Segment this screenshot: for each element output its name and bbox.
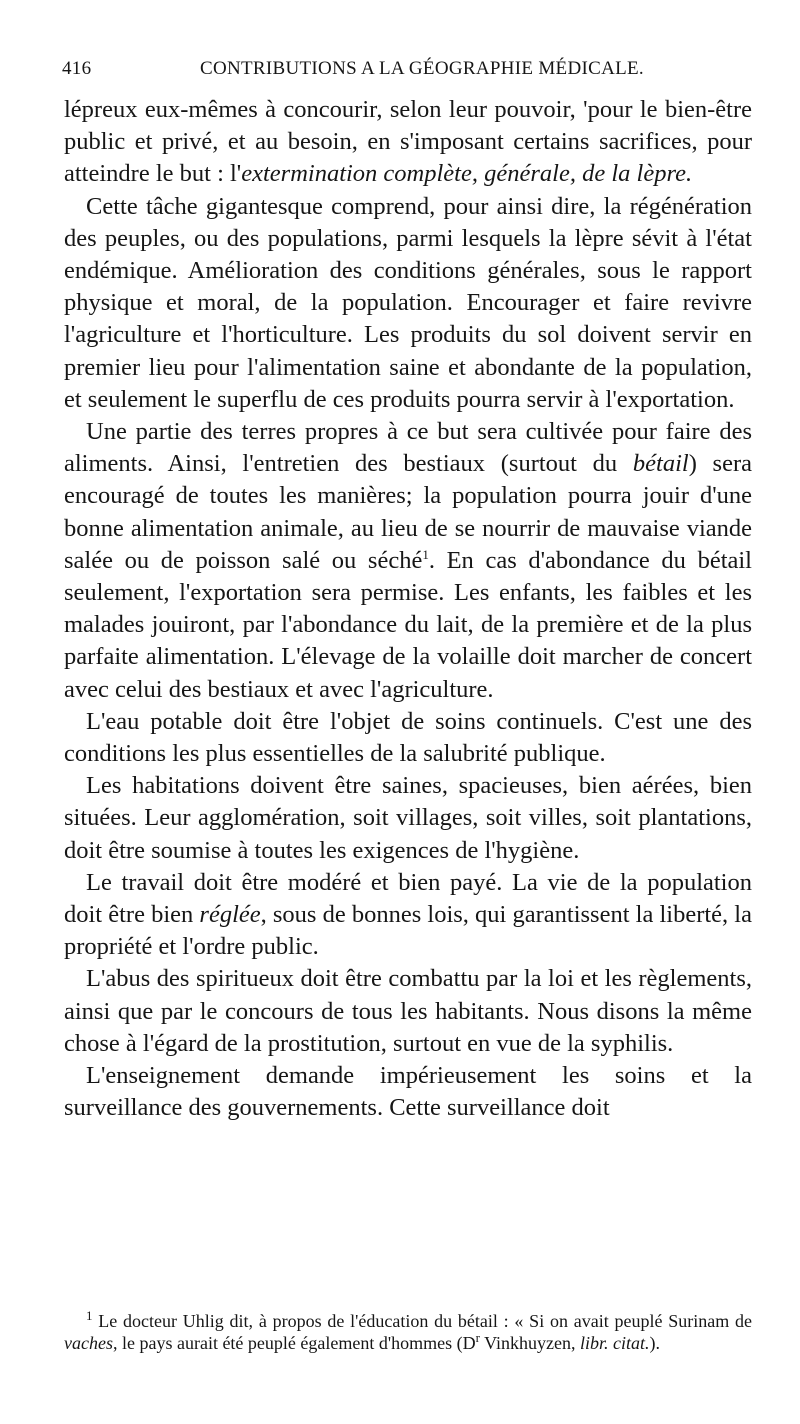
paragraph [64,416,752,706]
paragraph [64,867,752,964]
italic-text: vaches [64,1333,113,1353]
footnote-text [64,1310,752,1354]
text-run: ). [649,1333,661,1353]
footnote [64,1310,752,1354]
text-run: lépreux eux-mêmes à concourir, selon leur pouvoir, 'pour le bien-être public et privé, et au besoin, en s'imposant certains sacrifices, pour atteindre le but : [64,96,752,188]
footnote-marker: 1 [86,1308,93,1323]
paragraph [64,94,752,191]
paragraph [64,1060,752,1124]
paragraph [64,770,752,867]
text-run: l' [230,160,242,188]
text-run: ) sera encouragé de toutes les manières; la population pourra jouir d'une bonne alimentation animale, au lieu de se nourrir de mauvaise viande salée ou de poisson salé ou séché [64,450,752,574]
text-run: Le docteur Uhlig dit, à propos de l'éducation du bétail : « Si on avait peuplé Surinam de [92,1311,752,1331]
text-run: L'abus des spiritueux doit être combattu par la loi et les règlements, ainsi que par le concours de tous les habitants. Nous disons la même chose à l'égard de la prostitution, surtout en vue de la syphilis. [64,965,752,1057]
text-run: Vinkhuyzen, [479,1333,581,1353]
text-run: . En cas d'abondance du bétail seulement, l'exportation sera permise. Les enfants, les faibles et les malades jouiront, par l'abondance du lait, de la première et de la plus parfaite alimentation. L'élevage de la volaille doit marcher de concert avec celui des bestiaux et avec l'agriculture. [64,546,752,703]
page-number: 416 [62,58,92,79]
text-run: Les habitations doivent être saines, spacieuses, bien aérées, bien situées. Leur agglomération, soit villages, soit villes, soit plantations, doit être soumise à toutes les exigences de l'hygiène. [64,772,752,864]
paragraph [64,706,752,770]
text-run: Une partie des terres propres à ce but sera cultivée pour faire des aliments. Ainsi, l'entretien des bestiaux (surtout du [64,418,752,478]
paragraph [64,191,752,416]
italic-text: extermination complète, générale, de la lèpre. [241,160,693,188]
running-title: CONTRIBUTIONS A LA GÉOGRAPHIE MÉDICALE. [200,58,644,79]
text-run: , le pays aurait été peuplé également d'hommes (D [112,1333,476,1353]
text-run: L'enseignement demande impérieusement les soins et la surveillance des gouvernements. Cette surveillance doit [64,1062,752,1122]
italic-text: libr. citat. [580,1333,650,1353]
text-run: Le travail doit être modéré et bien payé. La vie de la population doit être bien [64,868,752,929]
paragraph [64,963,752,1060]
running-header [62,58,740,88]
footnote-marker: r [475,1330,480,1345]
body-text [64,94,752,1125]
text-run: L'eau potable doit être l'objet de soins continuels. C'est une des conditions les plus essentielles de la salubrité publique. [64,707,752,768]
italic-text: réglée [199,901,261,929]
italic-text: bétail [632,450,689,478]
text-run: , sous de bonnes lois, qui garantissent la liberté, la propriété et l'ordre public. [64,901,752,961]
footnote-marker: 1 [422,546,429,562]
text-run: Cette tâche gigantesque comprend, pour ainsi dire, la régénération des peuples, ou des populations, parmi lesquels la lèpre sévit à l'état endémique. Amélioration des conditions générales, sous le rapport physique et moral, de la population. Encourager et faire revivre l'agriculture et l'horticulture. Les produits du sol doivent servir en premier lieu pour l'alimentation saine et abondante de la population, et seulement le superflu de ces produits pourra servir à l'exportation. [64,192,752,413]
